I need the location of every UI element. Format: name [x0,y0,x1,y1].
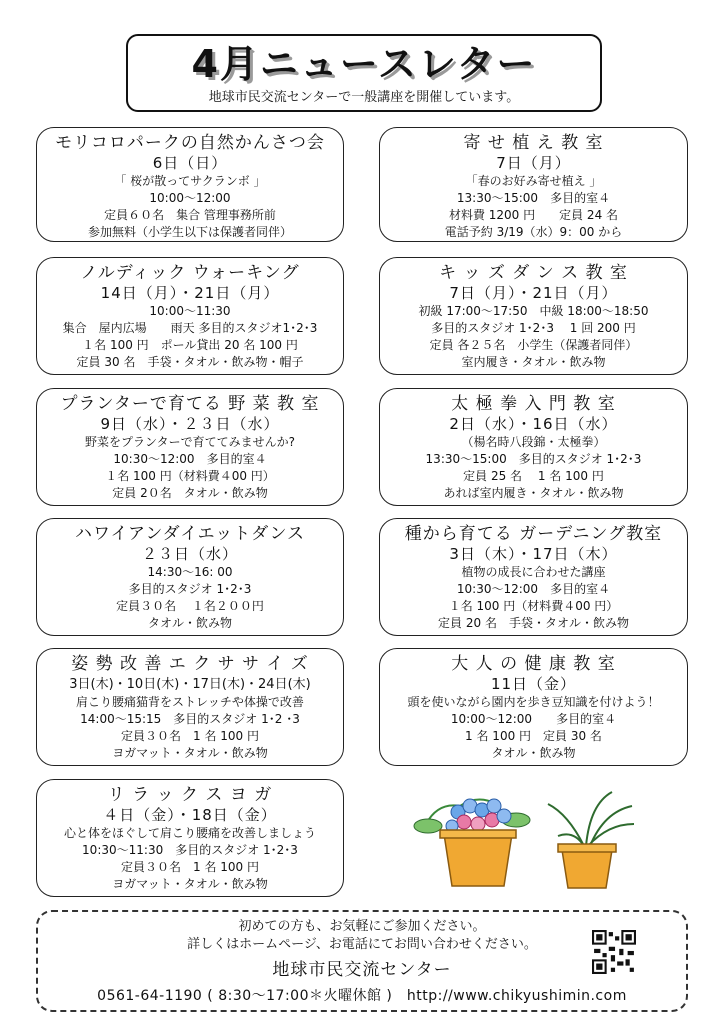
class-card-nature-observation [36,127,344,242]
class-date: ２３日（水） [141,545,238,563]
class-date: 6日（日） [152,154,228,172]
class-card-planter-vegetables [36,388,344,506]
class-detail: 13:30〜15:00 多目的スタジオ 1･2･3 [425,452,642,466]
class-card-gardening [379,518,688,636]
class-date: 7日（月）・21日（月） [449,284,618,302]
class-detail: 定員 20 名 手袋・タオル・飲み物 [438,616,629,630]
class-detail: １名 100 円 ポール貸出 20 名 100 円 [82,338,298,352]
class-detail: 室内履き・タオル・飲み物 [461,355,606,369]
class-date: 3日(木)・10日(木)・17日(木)・24日(木) [69,677,311,692]
class-detail: １名 100 円（材料費４00 円） [448,599,619,613]
class-title: 大 人 の 健 康 教 室 [451,654,616,674]
class-card-posture-exercise [36,648,344,766]
newsletter-header [126,34,602,112]
class-date: 14日（月）・21日（月） [100,284,280,302]
footer-contact-info[interactable]: 0561-64-1190 ( 8:30〜17:00＊火曜休館 ) http://www.chikyushimin.com [97,988,627,1004]
class-detail: 「 桜が散ってサクランボ 」 [114,174,266,188]
class-title: 種から育てる ガーデニング教室 [404,524,663,544]
class-detail: 参加無料（小学生以下は保護者同伴） [87,225,292,239]
class-detail: 多目的スタジオ 1･2･3 [128,582,252,596]
pot-rim [440,830,516,838]
class-date: 9日（水）・２３日（水） [100,415,280,433]
flower-pot [444,834,512,886]
class-detail: 10:30〜12:00 多目的室４ [113,452,267,466]
class-detail: 定員 各２５名 小学生（保護者同伴） [429,338,638,352]
class-card-kids-dance [379,257,688,375]
class-detail: タオル・飲み物 [491,746,576,760]
class-card-taichi [379,388,688,506]
class-title: 太 極 拳 入 門 教 室 [451,394,616,414]
footer-contact-box [36,910,688,1012]
class-detail: 定員６０名 集合 管理事務所前 [104,208,276,222]
class-detail: 14:00〜15:15 多目的スタジオ 1･2 ･3 [80,712,300,726]
class-date: 2日（水）・16日（水） [449,415,618,433]
footer-inquiry-text: 詳しくはホームページ、お電話にてお問い合わせください。 [187,937,537,952]
class-detail: 定員 25 名 1 名 100 円 [463,469,604,483]
class-detail: 肩こり腰痛猫背をストレッチや体操で改善 [76,695,304,709]
class-detail: （楊名時八段錦・太極拳） [461,435,606,449]
class-detail: ヨガマット・タオル・飲み物 [112,877,268,891]
hydrangea-flowers [414,799,530,833]
class-detail: 野菜をプランターで育ててみませんか? [85,435,295,449]
class-title: キ ッ ズ ダ ン ス 教 室 [439,263,628,283]
class-detail: 10:00〜11:30 [149,304,231,318]
class-detail: 10:30〜12:00 多目的室４ [456,582,611,596]
page-title: 4月ニュースレター [191,42,537,86]
class-detail: 頭を使いながら園内を歩き豆知識を付けよう！ [407,695,660,709]
class-detail: 定員３０名 1 名 100 円 [121,860,259,874]
class-card-nordic-walking [36,257,344,375]
class-detail: 定員 30 名 手袋・タオル・飲み物・帽子 [76,355,304,369]
flower-pot [562,850,612,888]
class-detail: 材料費 1200 円 定員 24 名 [448,208,619,222]
class-detail: 「春のお好み寄せ植え 」 [465,174,602,188]
class-title: リ ラ ッ ク ス ヨ ガ [107,785,273,805]
potted-plants-illustration [408,784,648,896]
class-title: 姿 勢 改 善 エ ク サ サ イ ズ [71,654,309,674]
class-title: ノルディック ウォーキング [80,263,300,283]
class-title: モリコロパークの自然かんさつ会 [55,133,325,153]
class-title: 寄 せ 植 え 教 室 [463,133,604,153]
class-detail: 1 名 100 円 定員 30 名 [465,729,602,743]
class-date: 11日（金） [490,675,577,693]
class-detail: 10:30〜11:30 多目的スタジオ 1･2･3 [82,843,298,857]
class-detail: 初級 17:00〜17:50 中級 18:00〜18:50 [418,304,649,318]
class-detail: タオル・飲み物 [147,616,232,630]
class-detail: 心と体をほぐして肩こり腰痛を改善しましょう [63,826,316,840]
class-detail: 定員 2０名 タオル・飲み物 [112,486,268,500]
class-detail: 定員３０名 1 名 100 円 [121,729,259,743]
pot-rim [558,844,616,852]
class-detail: 13:30〜15:00 多目的室４ [456,191,611,205]
class-detail: 植物の成長に合わせた講座 [461,565,606,579]
fern-leaves [548,792,634,846]
class-title: プランターで育てる 野 菜 教 室 [60,394,320,414]
class-date: ４日（金）・18日（金） [103,806,277,824]
class-detail: 14:30〜16: 00 [147,565,233,579]
class-detail: ヨガマット・タオル・飲み物 [112,746,268,760]
class-detail: 10:00〜12:00 [149,191,231,205]
class-title: ハワイアンダイエットダンス [75,524,305,544]
class-detail: １名 100 円（材料費４00 円） [105,469,275,483]
class-detail: 多目的スタジオ 1･2･3 1 回 200 円 [431,321,636,335]
class-detail: 10:00〜12:00 多目的室４ [450,712,617,726]
class-card-yoseue [379,127,688,242]
qr-code-icon[interactable] [592,930,636,974]
class-card-relax-yoga [36,779,344,897]
class-detail: 集合 屋内広場 雨天 多目的スタジオ1･2･3 [62,321,318,335]
class-card-hawaiian-dance [36,518,344,636]
class-detail: あれば室内履き・タオル・飲み物 [443,486,624,500]
footer-welcome-text: 初めての方も、お気軽にご参加ください。 [238,919,486,934]
class-card-adult-health [379,648,688,766]
class-detail: 定員３０名 １名２００円 [116,599,264,613]
class-date: 3日（木）・17日（木） [449,545,618,563]
page-subtitle: 地球市民交流センターで一般講座を開催しています。 [208,90,520,105]
class-detail: 電話予約 3/19（水）9：00 から [444,225,623,239]
class-date: 7日（月） [496,154,571,172]
footer-organization: 地球市民交流センター [272,960,452,980]
